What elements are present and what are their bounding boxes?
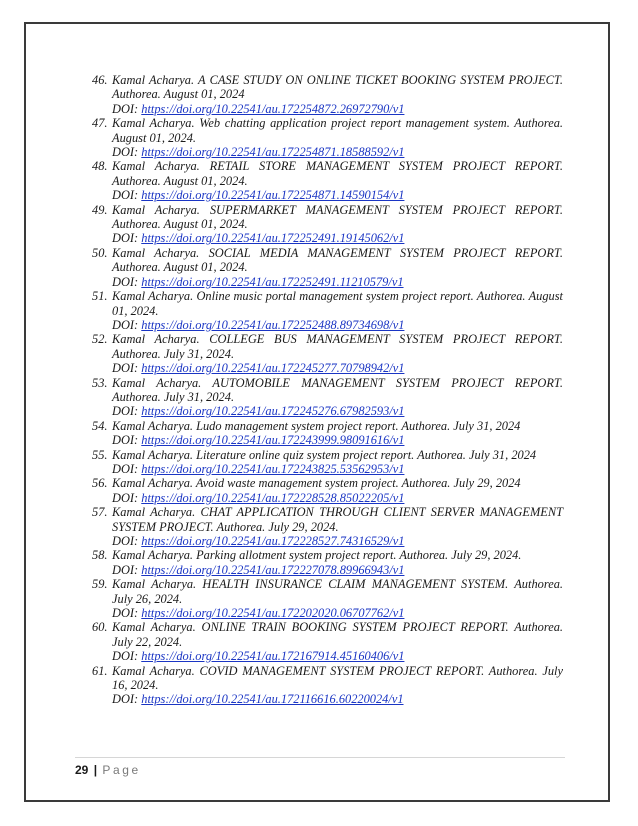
doi-link[interactable]: https://doi.org/10.22541/au.172245277.70798942/v1 (141, 361, 405, 376)
reference-text: Kamal Acharya. Web chatting application project report management system. Authorea. August 01, 2024. (112, 116, 563, 145)
reference-text: Kamal Acharya. RETAIL STORE MANAGEMENT SYSTEM PROJECT REPORT. Authorea. August 01, 2024. (112, 159, 563, 188)
doi-line (112, 563, 563, 577)
reference-item (92, 73, 563, 116)
doi-link[interactable]: https://doi.org/10.22541/au.172252491.19145062/v1 (141, 231, 405, 246)
doi-line (112, 188, 563, 202)
doi-line (112, 231, 563, 245)
reference-text: Kamal Acharya. AUTOMOBILE MANAGEMENT SYSTEM PROJECT REPORT. Authorea. July 31, 2024. (112, 375, 563, 404)
doi-prefix: DOI: (112, 606, 142, 621)
reference-item (92, 476, 563, 505)
reference-text: Kamal Acharya. HEALTH INSURANCE CLAIM MANAGEMENT SYSTEM. Authorea. July 26, 2024. (112, 577, 563, 606)
doi-prefix: DOI: (112, 692, 142, 707)
doi-line (112, 102, 563, 116)
reference-item (92, 332, 563, 375)
reference-item (92, 664, 563, 707)
reference-number: 51. (92, 289, 108, 304)
page-footer (75, 763, 141, 777)
doi-link[interactable]: https://doi.org/10.22541/au.172245276.67982593/v1 (141, 404, 405, 419)
doi-link[interactable]: https://doi.org/10.22541/au.172254871.14590154/v1 (141, 188, 405, 203)
doi-prefix: DOI: (112, 534, 142, 548)
doi-line (112, 606, 563, 620)
doi-link[interactable]: https://doi.org/10.22541/au.172228527.74316529/v1 (141, 534, 405, 548)
doi-line (112, 433, 563, 447)
doi-prefix: DOI: (112, 649, 142, 664)
doi-link[interactable]: https://doi.org/10.22541/au.172116616.60220024/v1 (141, 692, 404, 707)
doi-link[interactable]: https://doi.org/10.22541/au.172228528.85022205/v1 (141, 490, 405, 505)
reference-number: 58. (92, 548, 108, 563)
reference-number: 59. (92, 577, 108, 592)
reference-number: 61. (92, 663, 108, 678)
doi-link[interactable]: https://doi.org/10.22541/au.172252488.89734698/v1 (141, 317, 405, 332)
reference-number: 56. (92, 476, 108, 491)
doi-prefix: DOI: (112, 361, 142, 376)
doi-prefix: DOI: (112, 145, 142, 160)
doi-link[interactable]: https://doi.org/10.22541/au.172243825.53562953/v1 (141, 461, 405, 476)
doi-line (112, 145, 563, 159)
reference-number: 49. (92, 202, 108, 217)
doi-link[interactable]: https://doi.org/10.22541/au.172254871.18588592/v1 (141, 145, 405, 160)
reference-number: 57. (92, 505, 108, 520)
doi-line (112, 534, 563, 548)
reference-item (92, 448, 563, 477)
doi-line (112, 275, 563, 289)
doi-link[interactable]: https://doi.org/10.22541/au.172202020.06707762/v1 (141, 606, 405, 621)
reference-text: Kamal Acharya. COVID MANAGEMENT SYSTEM PROJECT REPORT. Authorea. July 16, 2024. (112, 663, 563, 693)
doi-line (112, 361, 563, 375)
reference-item (92, 548, 563, 577)
reference-item (92, 376, 563, 419)
reference-text: Kamal Acharya. ONLINE TRAIN BOOKING SYSTEM PROJECT REPORT. Authorea. July 22, 2024. (112, 620, 563, 649)
reference-item (92, 620, 563, 663)
doi-link[interactable]: https://doi.org/10.22541/au.172227078.89966943/v1 (141, 562, 405, 577)
doi-prefix: DOI: (112, 274, 142, 289)
reference-number: 48. (92, 159, 108, 174)
reference-item (92, 289, 563, 332)
reference-item (92, 246, 563, 289)
doi-link[interactable]: https://doi.org/10.22541/au.172254872.26972790/v1 (141, 101, 405, 116)
reference-text: Kamal Acharya. A CASE STUDY ON ONLINE TICKET BOOKING SYSTEM PROJECT. Authorea. August 01, 2024 (112, 73, 563, 102)
doi-link[interactable]: https://doi.org/10.22541/au.172243999.98091616/v1 (141, 433, 405, 448)
doi-link[interactable]: https://doi.org/10.22541/au.172252491.11210579/v1 (141, 274, 404, 289)
doi-prefix: DOI: (112, 490, 142, 505)
reference-list (92, 73, 563, 707)
footer-divider (75, 757, 565, 758)
reference-item (92, 203, 563, 246)
reference-item (92, 159, 563, 202)
doi-prefix: DOI: (112, 404, 142, 419)
doi-prefix: DOI: (112, 433, 142, 448)
reference-text: Kamal Acharya. Online music portal management system project report. Authorea. August 01, 2024. (112, 289, 563, 318)
reference-text: Kamal Acharya. SOCIAL MEDIA MANAGEMENT SYSTEM PROJECT REPORT. Authorea. August 01, 2024. (112, 245, 563, 275)
doi-line (112, 318, 563, 332)
doi-line (112, 649, 563, 663)
reference-number: 53. (92, 375, 108, 390)
doi-line (112, 491, 563, 505)
reference-number: 55. (92, 447, 108, 462)
doi-prefix: DOI: (112, 461, 142, 476)
reference-item (92, 419, 563, 448)
reference-text: Kamal Acharya. Ludo management system project report. Authorea. July 31, 2024 (112, 418, 521, 433)
reference-number: 46. (92, 73, 108, 87)
reference-text: Kamal Acharya. Literature online quiz system project report. Authorea. July 31, 2024 (112, 447, 537, 462)
footer-separator: | (93, 763, 98, 777)
doi-prefix: DOI: (112, 317, 142, 332)
reference-number: 50. (92, 245, 108, 260)
doi-line (112, 692, 563, 706)
reference-number: 52. (92, 332, 108, 347)
doi-prefix: DOI: (112, 101, 142, 116)
reference-item (92, 577, 563, 620)
reference-number: 54. (92, 418, 108, 433)
reference-text: Kamal Acharya. COLLEGE BUS MANAGEMENT SYSTEM PROJECT REPORT. Authorea. July 31, 2024. (112, 332, 563, 361)
reference-item (92, 505, 563, 548)
doi-prefix: DOI: (112, 562, 142, 577)
reference-item (92, 116, 563, 159)
reference-text: Kamal Acharya. Avoid waste management system project. Authorea. July 29, 2024 (112, 476, 521, 491)
reference-number: 47. (92, 116, 108, 131)
reference-text: Kamal Acharya. CHAT APPLICATION THROUGH CLIENT SERVER MANAGEMENT SYSTEM PROJECT. Authorea. July 29, 2024. (112, 505, 563, 534)
reference-text: Kamal Acharya. SUPERMARKET MANAGEMENT SYSTEM PROJECT REPORT. Authorea. August 01, 2024. (112, 202, 563, 232)
page-number: 29 (75, 763, 89, 777)
doi-prefix: DOI: (112, 188, 142, 203)
reference-number: 60. (92, 620, 108, 635)
doi-line (112, 404, 563, 418)
doi-link[interactable]: https://doi.org/10.22541/au.172167914.45160406/v1 (141, 649, 405, 664)
reference-text: Kamal Acharya. Parking allotment system project report. Authorea. July 29, 2024. (112, 548, 522, 563)
doi-line (112, 462, 563, 476)
page-label: Page (102, 763, 141, 777)
doi-prefix: DOI: (112, 231, 142, 246)
